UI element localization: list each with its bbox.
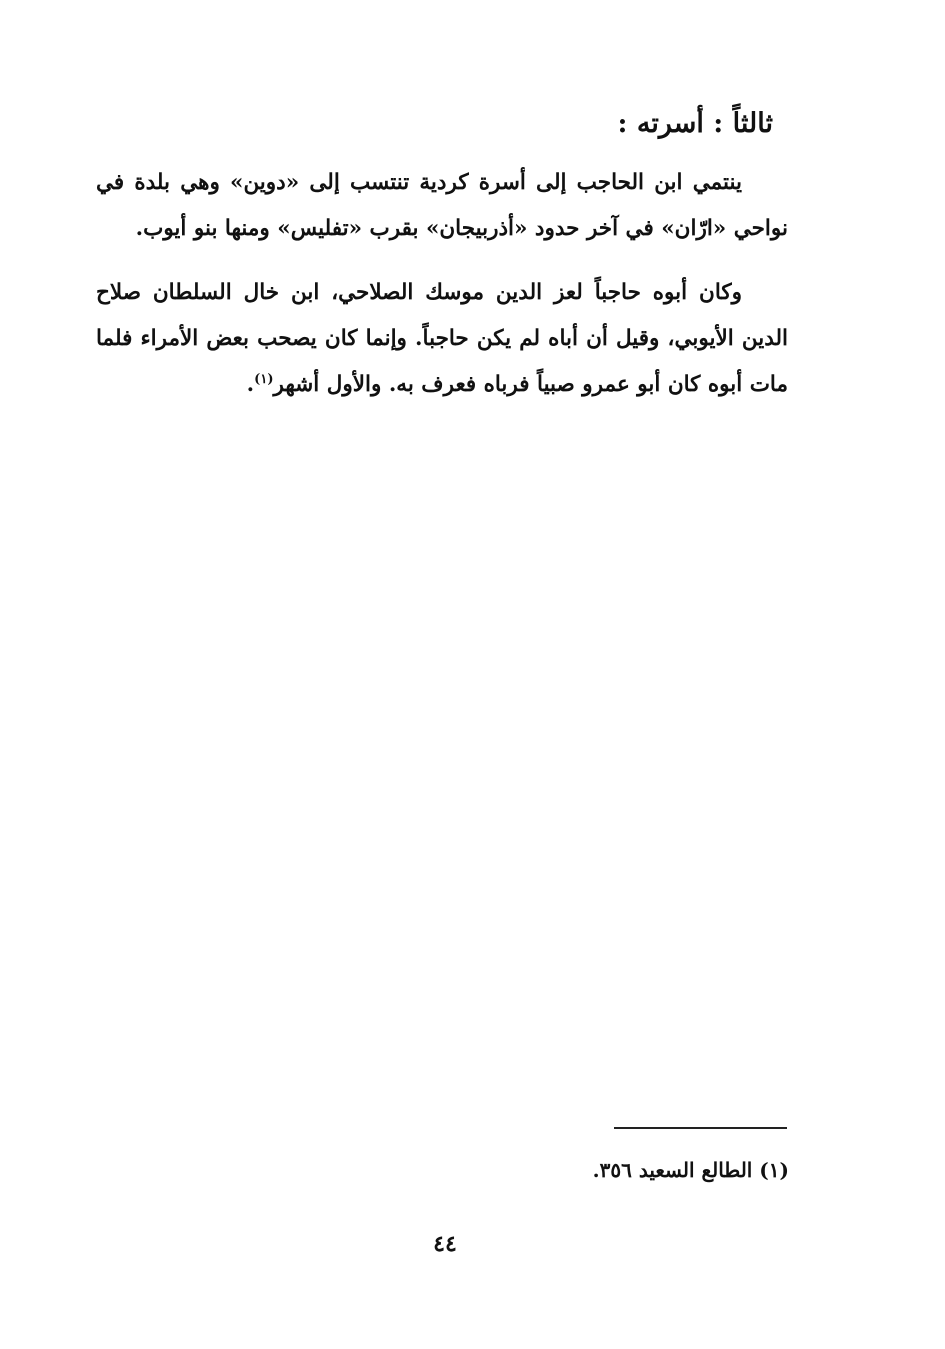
- paragraph-father: [96, 270, 788, 408]
- paragraph-father-text: وكان أبوه حاجباً لعز الدين موسك الصلاحي، ابن خال السلطان صلاح الدين الأيوبي، وقيل أن أباه لم يكن حاجباً. وإنما كان يصحب بعض الأمراء فلما مات أبوه كان أبو عمرو صبياً فرباه فعرف به. والأول أشهر: [96, 280, 788, 397]
- page-number: ٤٤: [433, 1231, 457, 1257]
- footnote-reference[interactable]: (١): [254, 371, 274, 387]
- footnote: (١) الطالع السعيد ٣٥٦.: [592, 1158, 789, 1182]
- paragraph-lineage: ينتمي ابن الحاجب إلى أسرة كردية تنتسب إلى «دوين» وهي بلدة في نواحي «ارّان» في آخر حدود «أذربيجان» بقرب «تفليس» ومنها بنو أيوب.: [96, 170, 788, 241]
- paragraph-end-period: .: [246, 372, 255, 397]
- footnote-divider: [614, 1127, 787, 1129]
- section-heading: ثالثاً : أسرته :: [617, 108, 773, 139]
- body-text: [96, 160, 788, 426]
